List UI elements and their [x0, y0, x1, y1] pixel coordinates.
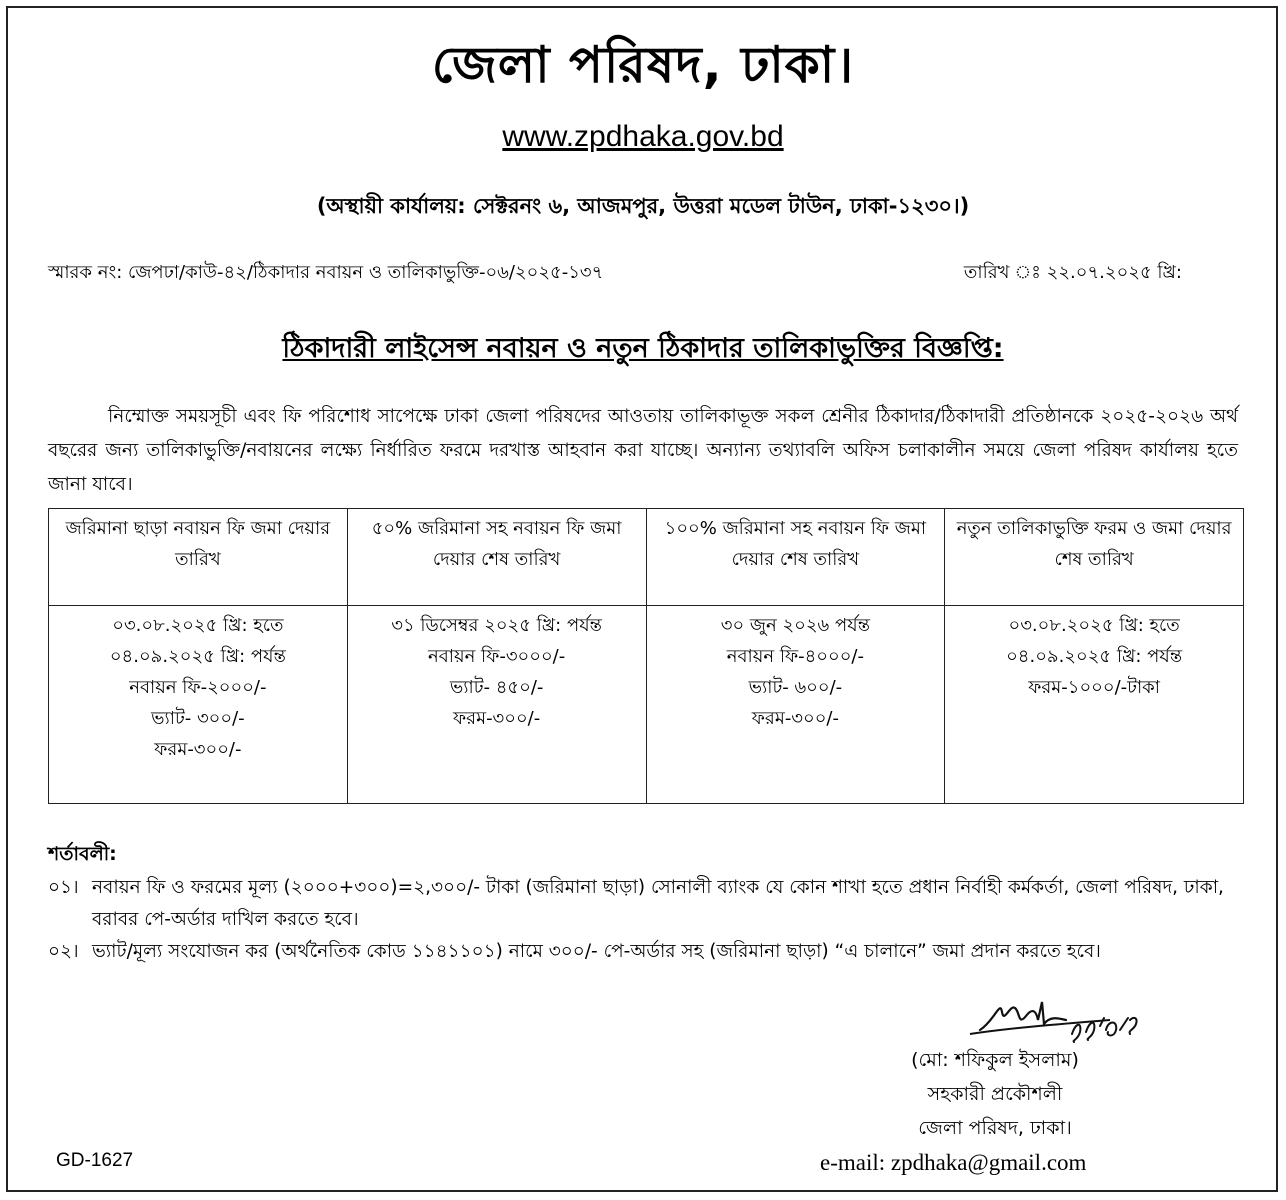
condition-item	[48, 872, 1228, 936]
table-cell	[347, 606, 646, 804]
conditions-heading: শর্তাবলী:	[48, 843, 117, 865]
condition-number: ০১।	[48, 877, 79, 898]
table-cell	[49, 606, 348, 804]
notice-heading: ঠিকাদারী লাইসেন্স নবায়ন ও নতুন ঠিকাদার তালিকাভুক্তির বিজ্ঞপ্তি:	[282, 333, 1004, 364]
fee-schedule-table	[48, 508, 1244, 804]
table-row	[49, 606, 1244, 804]
cell-line: ০৩.০৮.২০২৫ খ্রি: হতে	[112, 615, 284, 636]
condition-text: ভ্যাট/মূল্য সংযোজন কর (অর্থনৈতিক কোড ১১৪১১০১) নামে ৩০০/- পে-অর্ডার সহ (জরিমানা ছাড়া) “এ চালানে” জমা প্রদান করতে হবে।	[92, 941, 1101, 962]
cell-line: নবায়ন ফি-৩০০০/-	[428, 646, 566, 667]
condition-text: নবায়ন ফি ও ফরমের মূল্য (২০০০+৩০০)=২,৩০০/- টাকা (জরিমানা ছাড়া) সোনালী ব্যাংক যে কোন শাখা হতে প্রধান নির্বাহী কর্মকর্তা, জেলা পরিষদ, ঢাকা, বরাবর পে-অর্ডার দাখিল করতে হবে।	[92, 877, 1224, 930]
cell-line: ফরম-৩০০/-	[453, 708, 541, 729]
cell-line: ০৪.০৯.২০২৫ খ্রি: পর্যন্ত	[1006, 646, 1183, 667]
table-header: ৫০% জরিমানা সহ নবায়ন ফি জমা দেয়ার শেষ তারিখ	[347, 509, 646, 606]
cell-line: ভ্যাট- ৪৫০/-	[449, 677, 544, 698]
contact-email[interactable]: e-mail: zpdhaka@gmail.com	[820, 1150, 1087, 1175]
cell-line: ফরম-৩০০/-	[751, 708, 839, 729]
signatory-name: (মো: শফিকুল ইসলাম)	[911, 1049, 1079, 1071]
notice-paragraph: নিম্মোক্ত সময়সূচী এবং ফি পরিশোধ সাপেক্ষে ঢাকা জেলা পরিষদের আওতায় তালিকাভূক্ত সকল শ্রেনীর ঠিকাদার/ঠিকাদারী প্রতিষ্ঠানকে ২০২৫-২০২৬ অর্থ বছরের জন্য তালিকাভুক্তি/নবায়নের লক্ষ্যে নির্ধারিত ফরমে দরখাস্ত আহবান করা যাচ্ছে। অন্যান্য তথ্যাবলি অফিস চলাকালীন সময়ে জেলা পরিষদ কার্যালয় হতে জানা যাবে।	[48, 406, 1238, 495]
cell-line: ভ্যাট- ৩০০/-	[151, 708, 245, 729]
cell-line: ০৪.০৯.২০২৫ খ্রি: পর্যন্ত	[109, 646, 286, 667]
table-header: ১০০% জরিমানা সহ নবায়ন ফি জমা দেয়ার শেষ তারিখ	[646, 509, 945, 606]
table-header-row	[49, 509, 1244, 606]
cell-line: ৩১ ডিসেম্বর ২০২৫ খ্রি: পর্যন্ত	[391, 615, 602, 636]
condition-number: ০২।	[48, 941, 79, 962]
cell-line: ভ্যাট- ৬০০/-	[748, 677, 843, 698]
memo-date: তারিখ ঃ ২২.০৭.২০২৫ খ্রি:	[963, 262, 1182, 283]
page-title: জেলা পরিষদ, ঢাকা।	[431, 36, 855, 94]
table-cell	[945, 606, 1244, 804]
table-header: জরিমানা ছাড়া নবায়ন ফি জমা দেয়ার তারিখ	[49, 509, 348, 606]
gd-code: GD-1627	[56, 1150, 134, 1171]
table-cell	[646, 606, 945, 804]
signatory-office: জেলা পরিষদ, ঢাকা।	[918, 1117, 1072, 1139]
table-header: নতুন তালিকাভুক্তি ফরম ও জমা দেয়ার শেষ তারিখ	[945, 509, 1244, 606]
cell-line: ফরম-১০০০/-টাকা	[1028, 677, 1160, 698]
office-address: (অস্থায়ী কার্যালয়: সেক্টরনং ৬, আজমপুর, উত্তরা মডেল টাউন, ঢাকা-১২৩০।)	[316, 194, 970, 218]
memo-number: স্মারক নং: জেপঢা/কাউ-৪২/ঠিকাদার নবায়ন ও তালিকাভুক্তি-০৬/২০২৫-১৩৭	[48, 262, 604, 283]
cell-line: ০৩.০৮.২০২৫ খ্রি: হতে	[1008, 615, 1180, 636]
cell-line: নবায়ন ফি-৪০০০/-	[726, 646, 864, 667]
condition-item	[48, 936, 1228, 968]
signatory-designation: সহকারী প্রকৌশলী	[927, 1083, 1063, 1105]
website-link[interactable]: www.zpdhaka.gov.bd	[502, 120, 784, 153]
cell-line: ফরম-৩০০/-	[154, 739, 242, 760]
cell-line: ৩০ জুন ২০২৬ পর্যন্ত	[720, 615, 870, 636]
cell-line: নবায়ন ফি-২০০০/-	[129, 677, 267, 698]
